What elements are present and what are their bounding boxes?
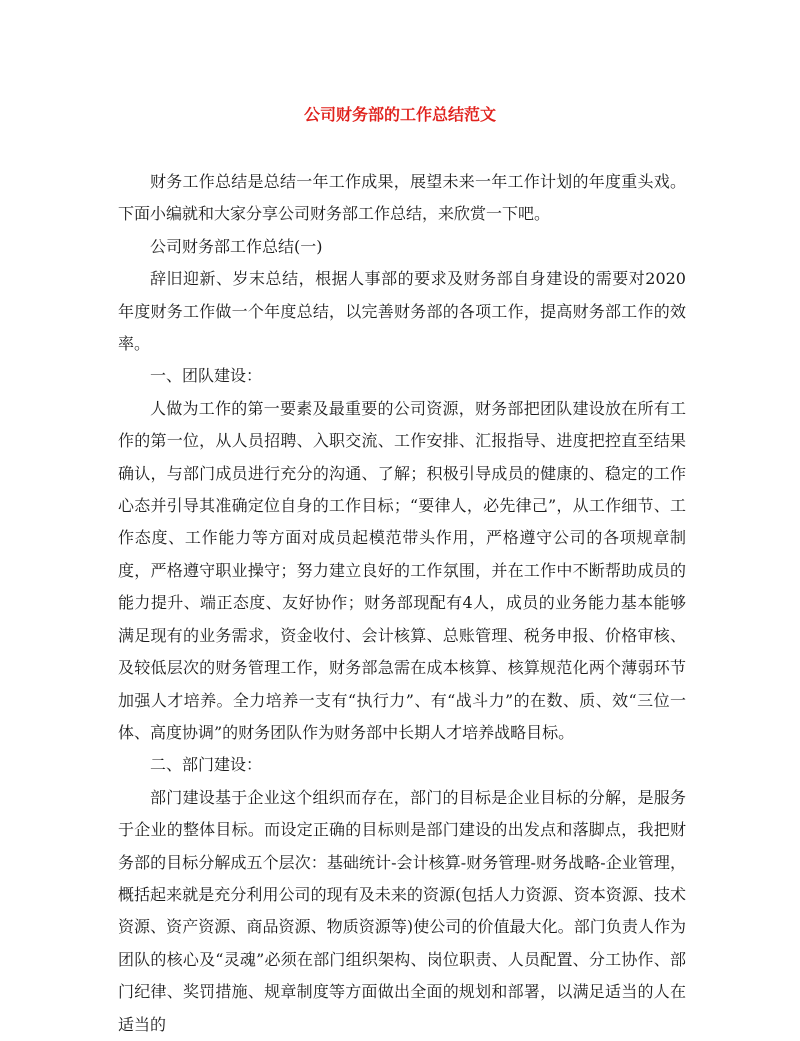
section-heading-team: 一、团队建设：: [150, 366, 263, 386]
team-paragraph: 人做为工作的第一要素及最重要的公司资源，财务部把团队建设放在所有工作的第一位，从人员招聘、入职交流、工作安排、汇报指导、进度把控直至结果确认，与部门成员进行充分的沟通、了解；积极引导成员的健康的、稳定的工作心态并引导其准确定位自身的工作目标；“要律人，必先律己”，从工作细节、工作态度、工作能力等方面对成员起模范带头作用，严格遵守公司的各项规章制度，严格遵守职业操守；努力建立良好的工作氛围，并在工作中不断帮助成员的能力提升、端正态度、友好协作；财务部现配有4人，成员的业务能力基本能够满足现有的业务需求，资金收付、会计核算、总账管理、税务申报、价格审核、及较低层次的财务管理工作，财务部急需在成本核算、核算规范化两个薄弱环节加强人才培养。全力培养一支有“执行力”、有“战斗力”的在数、质、效“三位一体、高度协调”的财务团队作为财务部中长期人才培养战略目标。: [118, 398, 686, 742]
section-heading-summary-1: 公司财务部工作总结(一): [150, 236, 323, 256]
document-body: [118, 166, 686, 1041]
intro-paragraph: 财务工作总结是总结一年工作成果，展望未来一年工作计划的年度重头戏。下面小编就和大家分享公司财务部工作总结，来欣赏一下吧。: [118, 172, 686, 224]
department-paragraph: 部门建设基于企业这个组织而存在，部门的目标是企业目标的分解，是服务于企业的整体目标。而设定正确的目标则是部门建设的出发点和落脚点，我把财务部的目标分解成五个层次：基础统计-会计核算-财务管理-财务战略-企业管理，概括起来就是充分利用公司的现有及未来的资源(包括人力资源、资本资源、技术资源、资产资源、商品资源、物质资源等)使公司的价值最大化。部门负责人作为团队的核心及“灵魂”必须在部门组织架构、岗位职责、人员配置、分工协作、部门纪律、奖罚措施、规章制度等方面做出全面的规划和部署，以满足适当的人在适当的: [118, 787, 686, 1034]
section-heading-department: 二、部门建设：: [150, 755, 263, 775]
summary-paragraph: 辞旧迎新、岁末总结，根据人事部的要求及财务部自身建设的需要对2020年度财务工作做一个年度总结，以完善财务部的各项工作，提高财务部工作的效率。: [118, 269, 686, 354]
document-title: 公司财务部的工作总结范文: [303, 105, 496, 124]
